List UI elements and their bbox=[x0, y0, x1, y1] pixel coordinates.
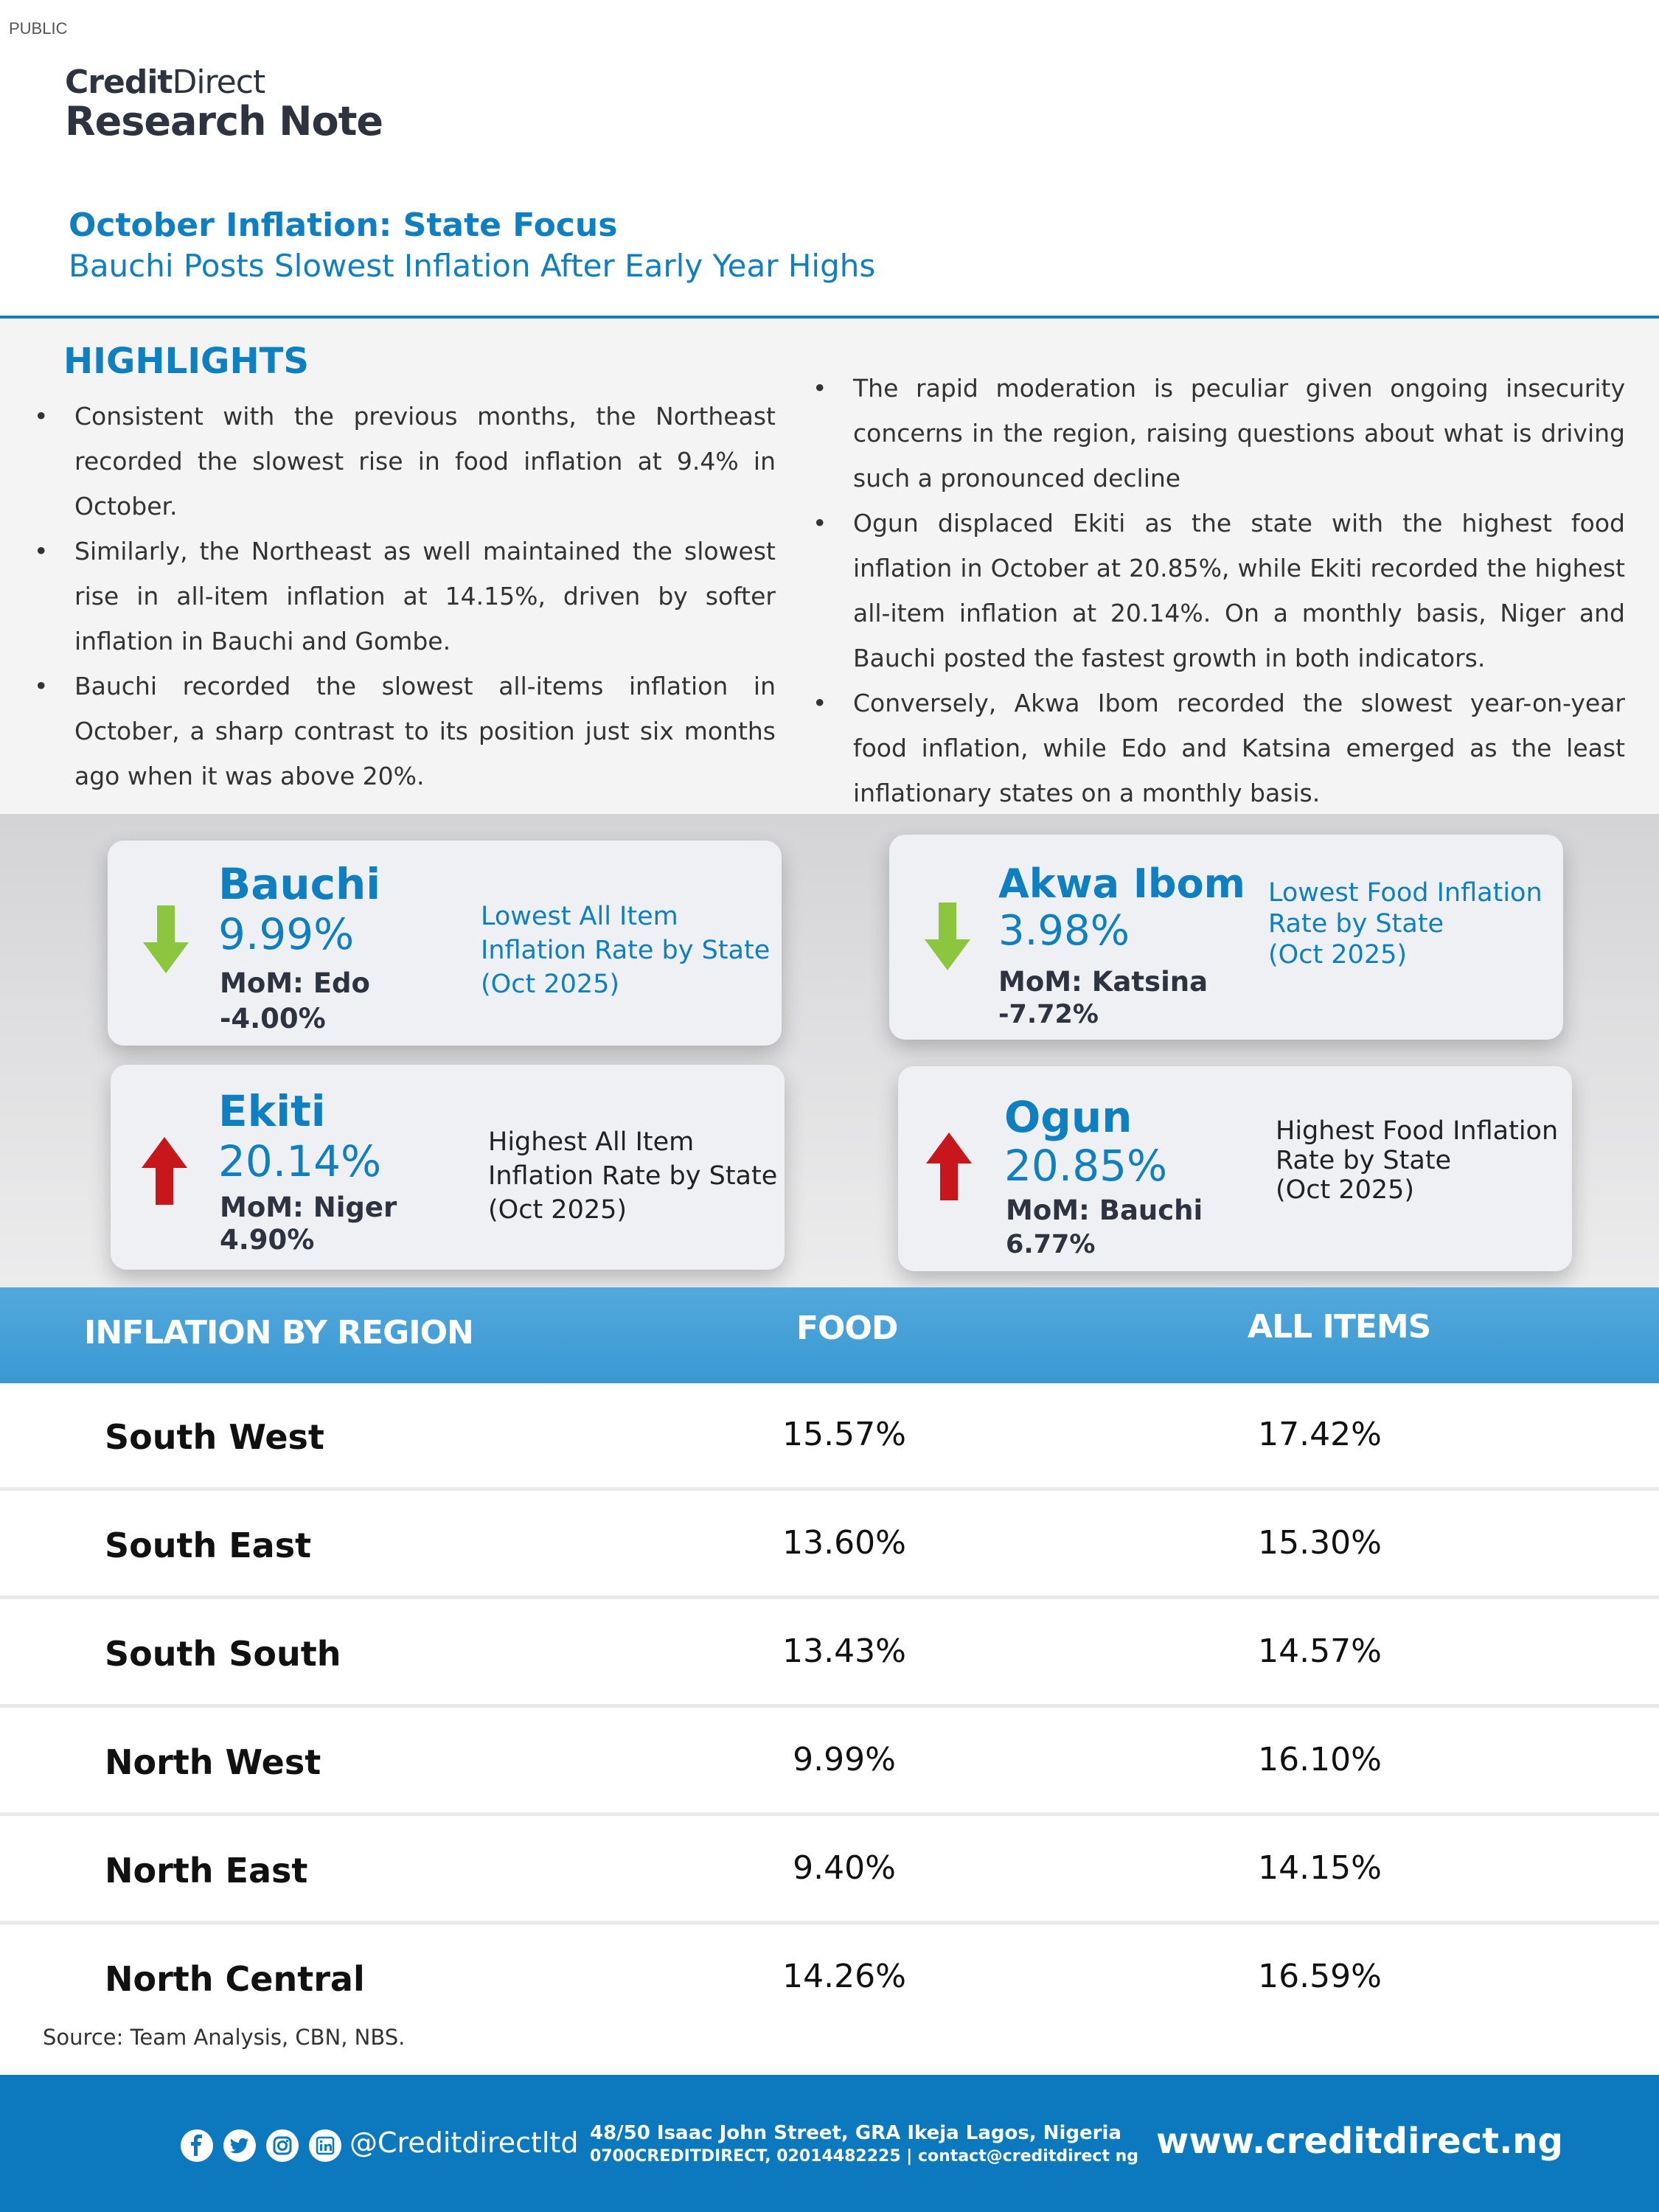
card-mom-value: 4.90% bbox=[220, 1224, 315, 1256]
highlight-item: • Consistent with the previous months, the Northeast recorded the slowest rise in food inflation at 9.4% in October. bbox=[34, 394, 776, 529]
brand-logo bbox=[65, 65, 383, 143]
footer-contact: 0700CREDITDIRECT, 02014482225 | contact@creditdirect ng bbox=[590, 2147, 1139, 2166]
region-name: South West bbox=[105, 1417, 324, 1457]
linkedin-icon[interactable] bbox=[307, 2128, 343, 2163]
twitter-icon[interactable] bbox=[222, 2128, 257, 2163]
card-bauchi bbox=[108, 841, 782, 1046]
highlight-item: • Conversely, Akwa Ibom recorded the slowest year-on-year food inflation, while Edo and Katsina emerged as the least inflationary states on a monthly basis. bbox=[813, 681, 1625, 815]
table-row bbox=[0, 1817, 1659, 1924]
card-value: 3.98% bbox=[998, 907, 1130, 955]
card-state-name: Akwa Ibom bbox=[998, 860, 1245, 907]
instagram-icon[interactable] bbox=[265, 2128, 300, 2163]
all-items-value: 16.10% bbox=[1258, 1741, 1382, 1778]
table-row bbox=[0, 1600, 1659, 1708]
food-value: 9.40% bbox=[793, 1849, 896, 1887]
social-handle[interactable]: @Creditdirectltd bbox=[349, 2126, 579, 2159]
website-link[interactable]: www.creditdirect.ng bbox=[1156, 2121, 1563, 2162]
food-value: 13.43% bbox=[782, 1632, 906, 1670]
card-description: Lowest All Item Inflation Rate by State (Oct 2025) bbox=[481, 902, 771, 999]
region-name: North East bbox=[105, 1851, 308, 1891]
brand-name: CreditDirect bbox=[65, 63, 265, 101]
region-name: South South bbox=[105, 1634, 341, 1674]
highlights-heading: HIGHLIGHTS bbox=[63, 341, 309, 382]
card-mom-label: MoM: Bauchi bbox=[1006, 1194, 1203, 1226]
card-description: Lowest Food Inflation Rate by State (Oct 2025) bbox=[1268, 878, 1543, 970]
card-value: 20.14% bbox=[218, 1136, 382, 1186]
highlight-item: • Bauchi recorded the slowest all-items inflation in October, a sharp contrast to its position just six months ago when it was above 20%. bbox=[34, 664, 776, 799]
brand-subtitle: Research Note bbox=[65, 98, 383, 145]
region-name: South East bbox=[105, 1526, 312, 1565]
highlights-left-list bbox=[34, 394, 776, 799]
region-name: North Central bbox=[105, 1959, 365, 1999]
card-value: 20.85% bbox=[1004, 1141, 1168, 1191]
header-all-items: ALL ITEMS bbox=[1248, 1308, 1431, 1346]
header-region: INFLATION BY REGION bbox=[84, 1314, 473, 1352]
card-ekiti bbox=[111, 1065, 785, 1270]
table-row bbox=[0, 1708, 1659, 1816]
arrow-up-icon bbox=[926, 1133, 972, 1200]
card-description: Highest Food Inflation Rate by State (Oct 2025) bbox=[1276, 1116, 1559, 1205]
table-row bbox=[0, 1383, 1659, 1491]
food-value: 14.26% bbox=[782, 1958, 906, 1995]
all-items-value: 14.57% bbox=[1258, 1632, 1382, 1670]
header-food: FOOD bbox=[796, 1310, 898, 1347]
facebook-icon[interactable] bbox=[179, 2128, 215, 2163]
food-value: 9.99% bbox=[793, 1741, 896, 1778]
card-mom-label: MoM: Edo bbox=[220, 967, 370, 999]
social-icons bbox=[179, 2128, 343, 2163]
arrow-up-icon bbox=[142, 1137, 187, 1205]
food-value: 15.57% bbox=[782, 1416, 906, 1453]
highlight-item: • Ogun displaced Ekiti as the state with the highest food inflation in October at 20.85%, while Ekiti recorded the highest all-item inflation at 20.14%. On a monthly basis, Niger and Bauchi posted the fastest growth in both indicators. bbox=[813, 501, 1625, 681]
footer-address: 48/50 Isaac John Street, GRA Ikeja Lagos, Nigeria bbox=[590, 2122, 1121, 2144]
card-akwa-ibom bbox=[889, 835, 1563, 1040]
card-mom-value: -7.72% bbox=[998, 1000, 1099, 1029]
table-row bbox=[0, 1492, 1659, 1599]
all-items-value: 17.42% bbox=[1258, 1416, 1382, 1453]
card-ogun bbox=[898, 1066, 1572, 1271]
classification-label: PUBLIC bbox=[9, 19, 68, 38]
region-name: North West bbox=[105, 1742, 321, 1782]
page-title: October Inflation: State Focus bbox=[69, 206, 618, 244]
arrow-down-icon bbox=[925, 902, 970, 970]
all-items-value: 16.59% bbox=[1258, 1958, 1382, 1995]
table-row bbox=[0, 1925, 1659, 2033]
highlight-item: • Similarly, the Northeast as well maintained the slowest rise in all-item inflation at 14.15%, driven by softer inflation in Bauchi and Gombe. bbox=[34, 529, 776, 664]
highlight-item: • The rapid moderation is peculiar given ongoing insecurity concerns in the region, raising questions about what is driving such a pronounced decline bbox=[813, 366, 1625, 501]
source-note: Source: Team Analysis, CBN, NBS. bbox=[43, 2025, 406, 2050]
all-items-value: 14.15% bbox=[1258, 1849, 1382, 1887]
card-mom-value: 6.77% bbox=[1006, 1230, 1096, 1259]
card-mom-label: MoM: Katsina bbox=[998, 966, 1208, 998]
card-mom-label: MoM: Niger bbox=[220, 1192, 397, 1223]
food-value: 13.60% bbox=[782, 1524, 906, 1562]
card-description: Highest All Item Inflation Rate by State (Oct 2025) bbox=[488, 1127, 778, 1225]
all-items-value: 15.30% bbox=[1258, 1524, 1382, 1562]
card-value: 9.99% bbox=[218, 909, 355, 959]
card-state-name: Ogun bbox=[1004, 1092, 1133, 1142]
page-subtitle: Bauchi Posts Slowest Inflation After Early Year Highs bbox=[69, 248, 876, 284]
card-mom-value: -4.00% bbox=[220, 1003, 326, 1034]
highlights-right-list bbox=[813, 366, 1625, 815]
arrow-down-icon bbox=[143, 905, 189, 973]
card-state-name: Ekiti bbox=[218, 1086, 326, 1136]
card-state-name: Bauchi bbox=[218, 859, 381, 909]
